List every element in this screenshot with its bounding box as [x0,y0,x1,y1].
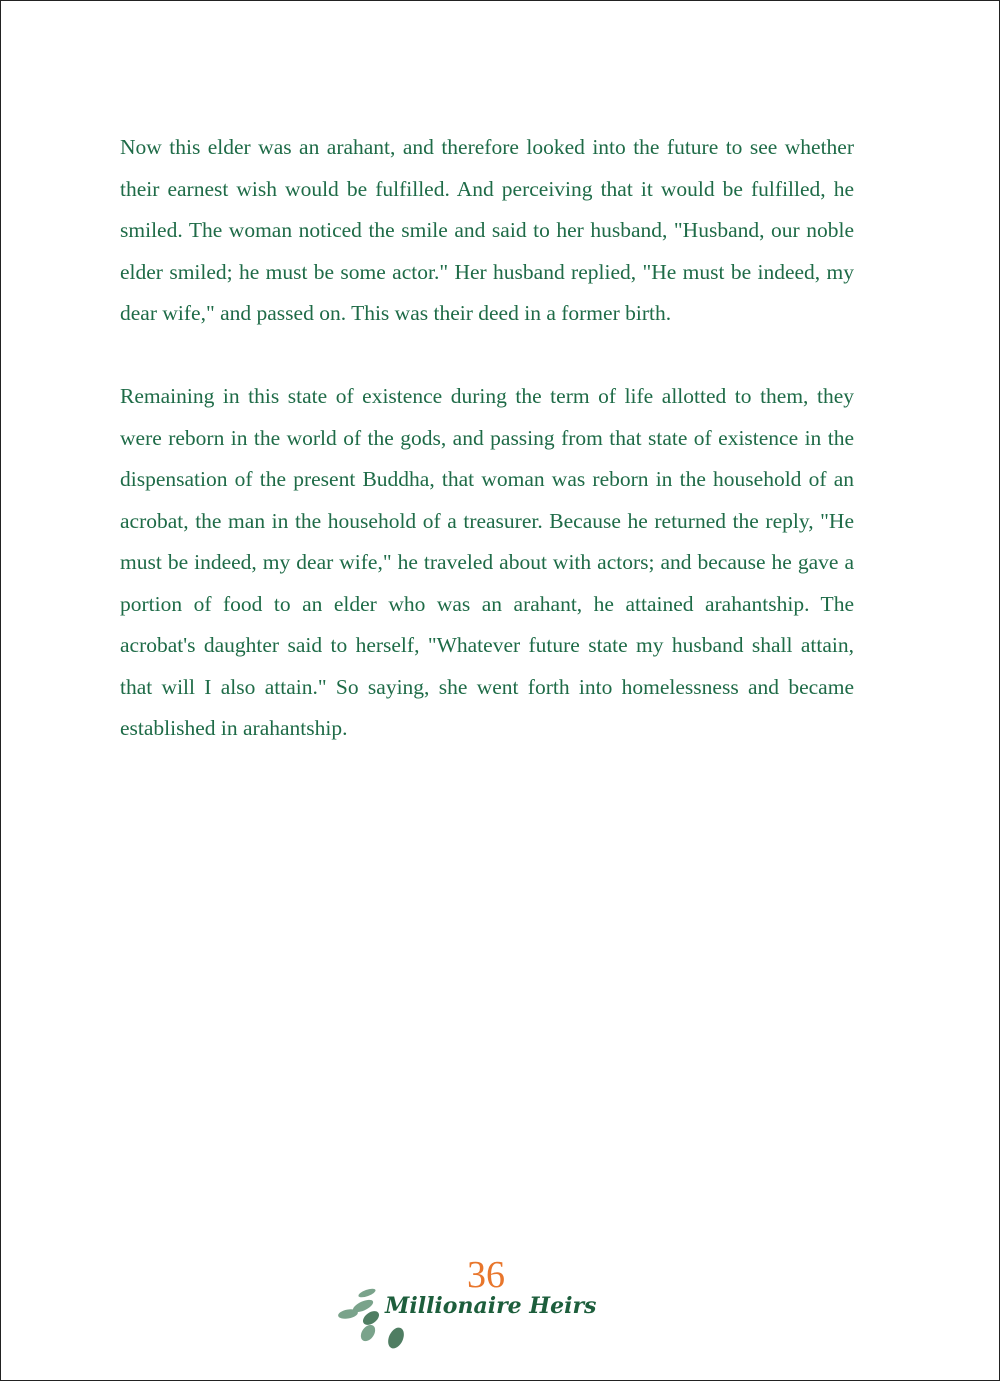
page-number: 36 [467,1254,505,1296]
paragraph-1: Now this elder was an arahant, and therefore looked into the future to see whether their earnest wish would be fulfilled. And perceiving that it would be fulfilled, he smiled. The woman noticed the smile and said to her husband, "Husband, our noble elder smiled; he must be some actor." Her husband replied, "He must be indeed, my dear wife," and passed on. This was their deed in a former birth. [120,135,854,325]
paragraph-2: Remaining in this state of existence during the term of life allotted to them, they were reborn in the world of the gods, and passing from that state of existence in the dispensation of the present Buddha, that woman was reborn in the household of an acrobat, the man in the household of a treasurer. Because he returned the reply, "He must be indeed, my dear wife," he traveled about with actors; and because he gave a portion of food to an elder who was an arahant, he attained arahantship. The acrobat's daughter said to herself, "Whatever future state my husband shall attain, that will I also attain." So saying, she went forth into homelessness and became established in arahantship. [120,384,854,740]
brand-logo [335,1285,615,1365]
brand-name: Millionaire Heirs [385,1293,597,1319]
body-text [120,127,854,791]
